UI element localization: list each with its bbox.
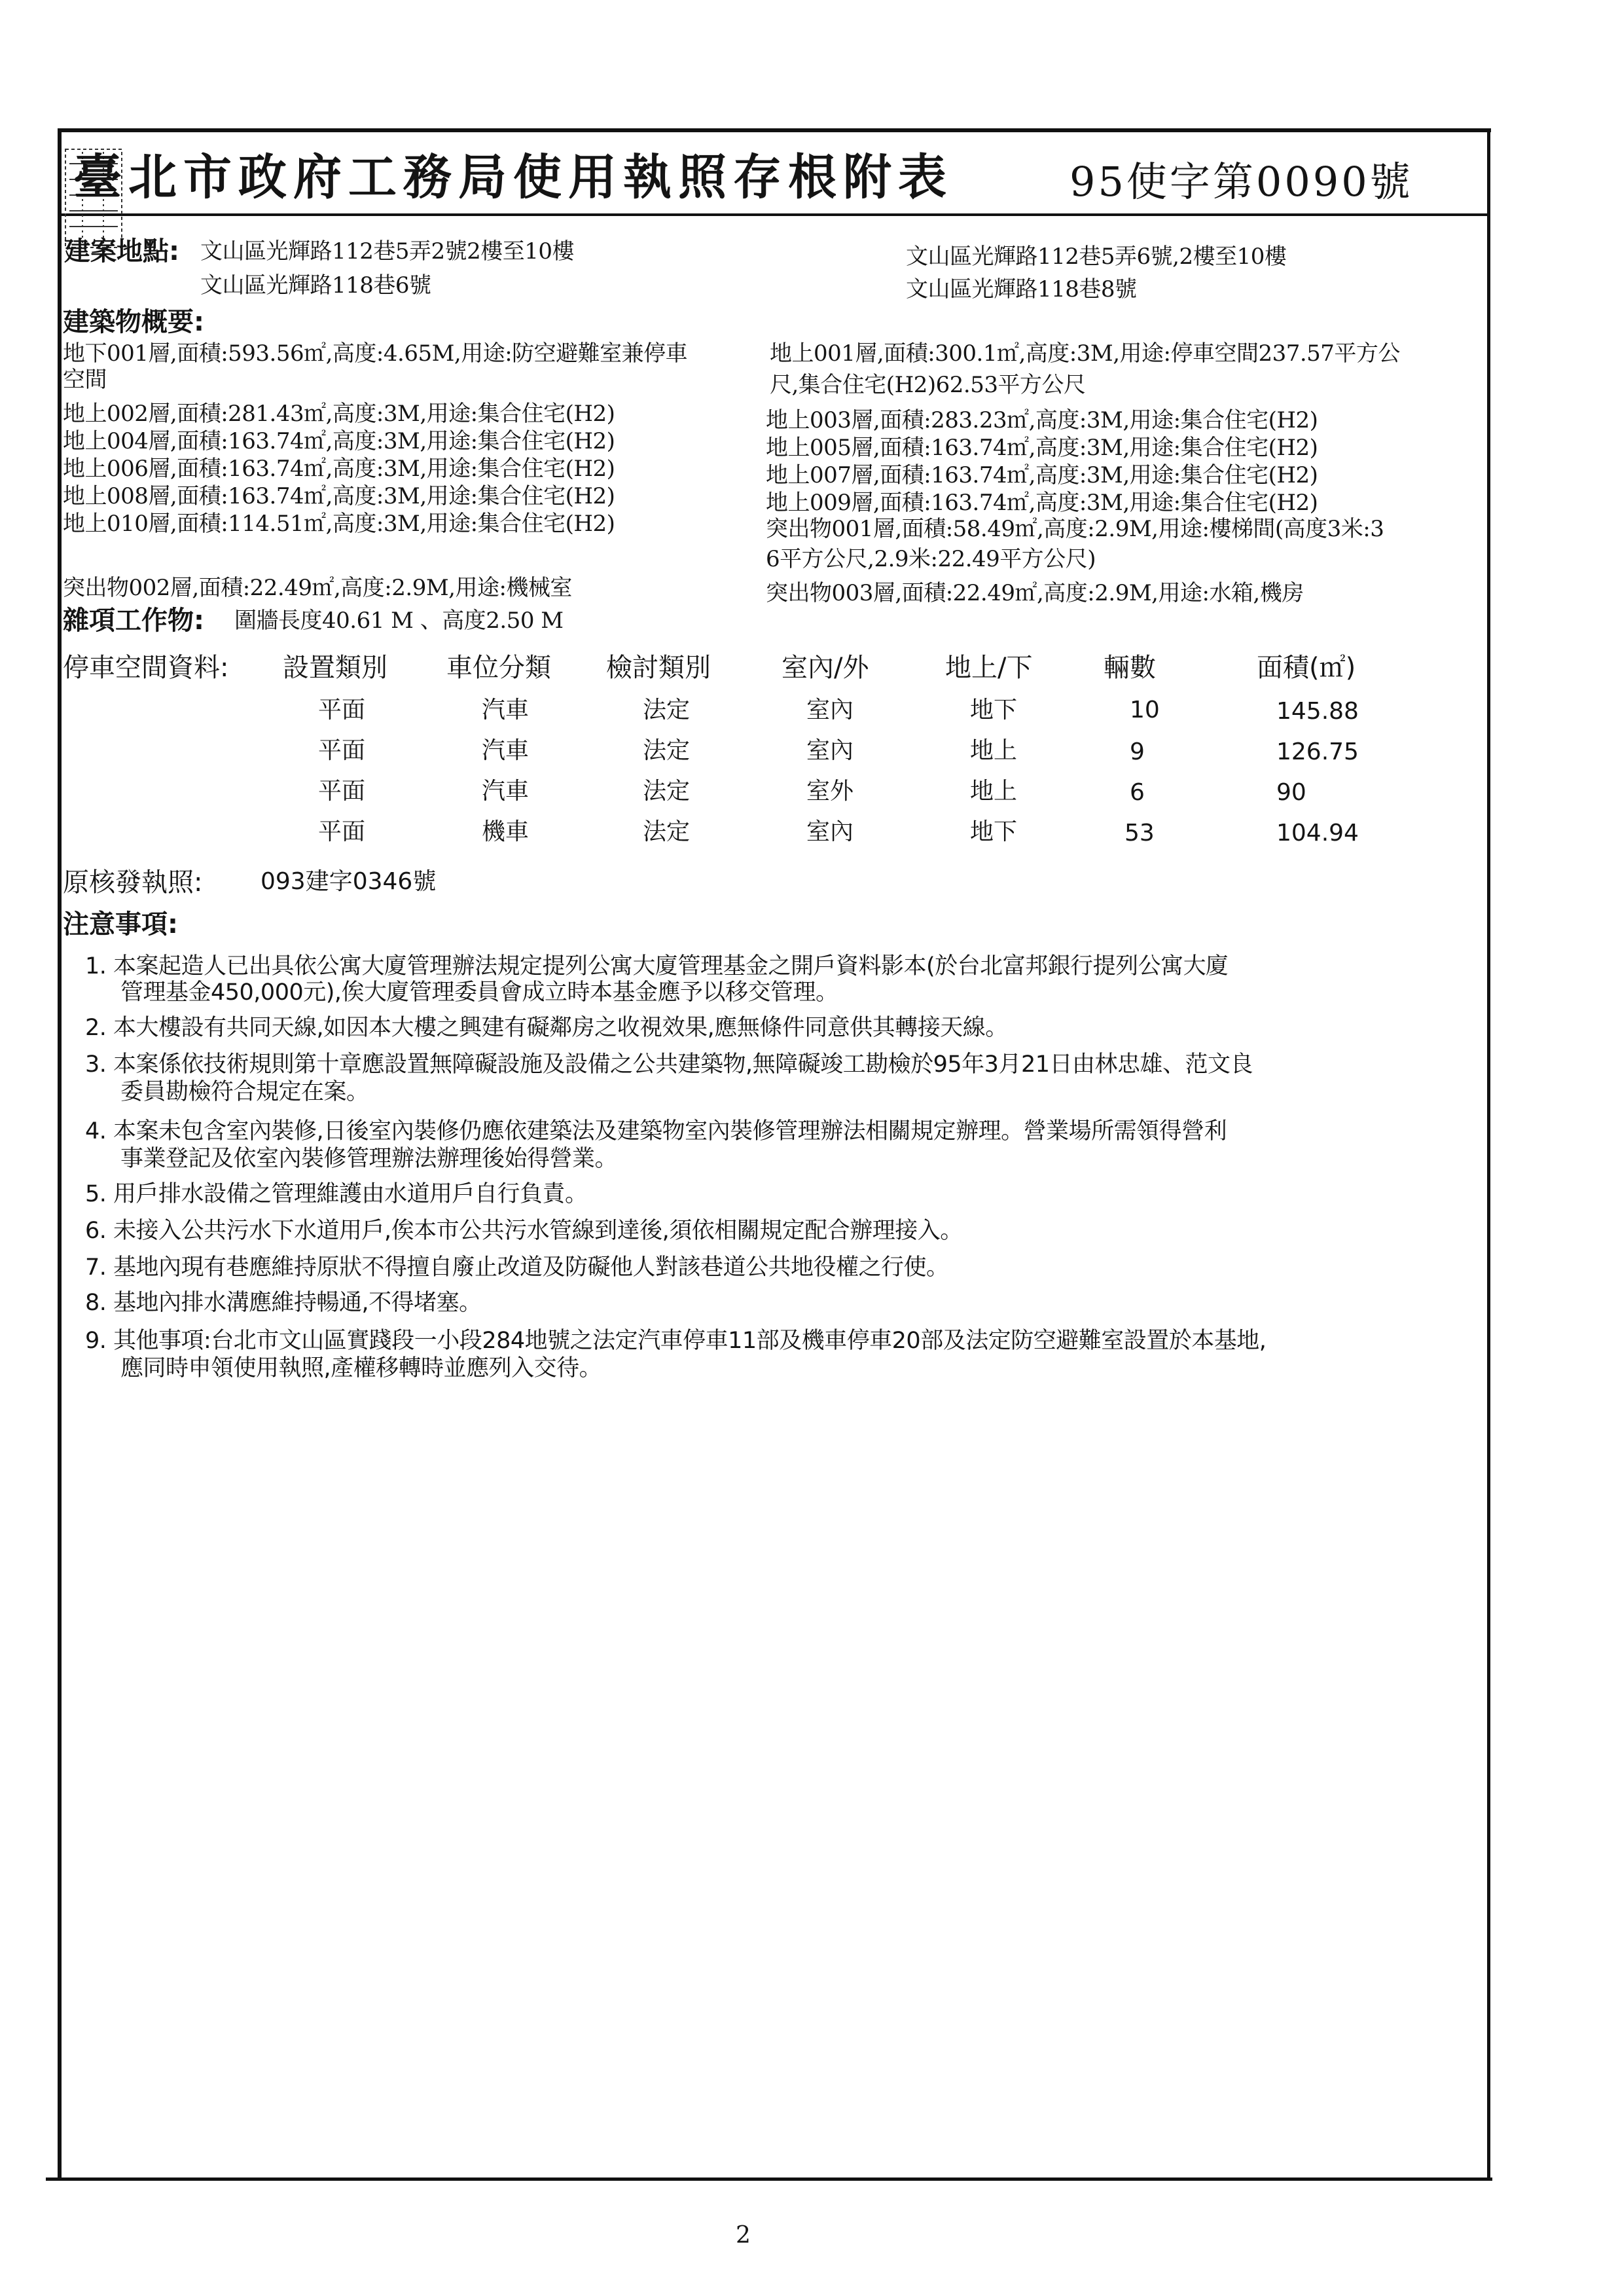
site-address-right-2: 文山區光輝路118巷8號 — [906, 276, 1137, 302]
floor-002: 地上002層,面積:281.43㎡,高度:3M,用途:集合住宅(H2) — [63, 401, 615, 427]
table-cell: 地下 — [970, 818, 1018, 845]
table-cell: 平面 — [318, 778, 366, 805]
floor-001-line-2: 尺,集合住宅(H2)62.53平方公尺 — [770, 372, 1086, 398]
note-7: 7. 基地內現有巷應維持原狀不得擅自廢止改道及防礙他人對該巷道公共地役權之行使。 — [85, 1254, 949, 1281]
note-4-line-2: 事業登記及依室內裝修管理辦法辦理後始得營業。 — [120, 1146, 618, 1172]
parking-header-level: 地上/下 — [945, 653, 1033, 683]
table-cell: 室內 — [806, 737, 854, 764]
misc-works-value: 圍牆長度40.61 M 、高度2.50 M — [234, 608, 564, 634]
floor-001-line-1: 地上001層,面積:300.1㎡,高度:3M,用途:停車空間237.57平方公 — [770, 340, 1400, 367]
note-1-line-2: 管理基金450,000元),俟大廈管理委員會成立時本基金應予以移交管理。 — [120, 979, 838, 1006]
frame-top-border — [58, 128, 1491, 132]
floor-010: 地上010層,面積:114.51㎡,高度:3M,用途:集合住宅(H2) — [63, 511, 615, 537]
table-cell: 平面 — [318, 737, 366, 764]
page-number: 2 — [736, 2222, 751, 2249]
parking-header-area: 面積(㎡) — [1257, 653, 1356, 683]
note-1-line-1: 1. 本案起造人已出具依公寓大廈管理辦法規定提列公寓大廈管理基金之開戶資料影本(於台北富邦銀行提列公寓大廈 — [85, 953, 1229, 979]
table-cell: 53 — [1124, 820, 1155, 847]
table-cell: 機車 — [482, 818, 530, 845]
frame-bottom-border — [46, 2178, 1492, 2181]
table-cell: 法定 — [643, 818, 691, 845]
site-address-right-1: 文山區光輝路112巷5弄6號,2樓至10樓 — [906, 244, 1287, 270]
table-cell: 室內 — [806, 697, 854, 723]
table-cell: 地上 — [970, 778, 1018, 805]
floor-004: 地上004層,面積:163.74㎡,高度:3M,用途:集合住宅(H2) — [63, 428, 615, 454]
parking-header-type: 設置類別 — [283, 653, 387, 683]
frame-right-border — [1487, 128, 1490, 2181]
basement-001-line-1: 地下001層,面積:593.56㎡,高度:4.65M,用途:防空避難室兼停車 — [63, 340, 688, 367]
original-license-label: 原核發執照: — [63, 867, 203, 898]
site-address-left-1: 文山區光輝路112巷5弄2號2樓至10樓 — [200, 238, 575, 264]
table-cell: 地下 — [970, 697, 1018, 723]
floor-006: 地上006層,面積:163.74㎡,高度:3M,用途:集合住宅(H2) — [63, 456, 615, 482]
table-cell: 汽車 — [482, 778, 530, 805]
table-cell: 地上 — [970, 737, 1018, 764]
site-address-left-2: 文山區光輝路118巷6號 — [200, 272, 431, 299]
table-cell: 汽車 — [482, 737, 530, 764]
floor-003: 地上003層,面積:283.23㎡,高度:3M,用途:集合住宅(H2) — [766, 407, 1318, 433]
table-cell: 平面 — [318, 818, 366, 845]
building-overview-label: 建築物概要: — [63, 307, 204, 337]
parking-header-review: 檢討類別 — [606, 653, 711, 683]
site-label: 建案地點: — [64, 236, 179, 266]
table-cell: 6 — [1130, 779, 1145, 806]
table-cell: 法定 — [643, 737, 691, 764]
table-cell: 室內 — [806, 818, 854, 845]
note-2: 2. 本大樓設有共同天線,如因本大樓之興建有礙鄰房之收視效果,應無條件同意供其轉接天線。 — [85, 1015, 1008, 1041]
table-cell: 室外 — [806, 778, 854, 805]
parking-label: 停車空間資料: — [63, 653, 229, 683]
frame-left-border — [58, 128, 62, 2181]
floor-009: 地上009層,面積:163.74㎡,高度:3M,用途:集合住宅(H2) — [766, 490, 1318, 516]
parking-header-vehicle: 車位分類 — [446, 653, 551, 683]
table-cell: 9 — [1130, 738, 1145, 765]
note-3-line-2: 委員勘檢符合規定在案。 — [120, 1079, 369, 1105]
table-cell: 平面 — [318, 697, 366, 723]
note-8: 8. 基地內排水溝應維持暢通,不得堵塞。 — [85, 1290, 482, 1316]
table-cell: 145.88 — [1276, 698, 1359, 725]
floor-007: 地上007層,面積:163.74㎡,高度:3M,用途:集合住宅(H2) — [766, 462, 1318, 488]
table-cell: 90 — [1276, 779, 1306, 806]
note-9-line-1: 9. 其他事項:台北市文山區實踐段一小段284地號之法定汽車停車11部及機車停車20部及法定防空避難室設置於本基地, — [85, 1328, 1267, 1354]
misc-works-label: 雜項工作物: — [63, 606, 204, 636]
table-cell: 法定 — [643, 778, 691, 805]
document-number: 95使字第0090號 — [1070, 158, 1413, 206]
rooftop-001-line-2: 6平方公尺,2.9米:22.49平方公尺) — [766, 546, 1096, 572]
note-4-line-1: 4. 本案未包含室內裝修,日後室內裝修仍應依建築法及建築物室內裝修管理辦法相關規定辦理。營業場所需領得營利 — [85, 1118, 1227, 1144]
floor-008: 地上008層,面積:163.74㎡,高度:3M,用途:集合住宅(H2) — [63, 483, 615, 509]
rooftop-001-line-1: 突出物001層,面積:58.49㎡,高度:2.9M,用途:樓梯間(高度3米:3 — [766, 516, 1384, 542]
table-cell: 104.94 — [1276, 820, 1359, 847]
note-6: 6. 未接入公共污水下水道用戶,俟本市公共污水管線到達後,須依相關規定配合辦理接入。 — [85, 1218, 963, 1244]
document-title: 臺北市政府工務局使用執照存根附表 — [73, 149, 953, 206]
title-divider — [62, 213, 1487, 216]
note-5: 5. 用戶排水設備之管理維護由水道用戶自行負責。 — [85, 1181, 588, 1207]
original-license-value: 093建字0346號 — [261, 868, 437, 895]
parking-header-indoor: 室內/外 — [782, 653, 869, 683]
basement-001-line-2: 空間 — [63, 367, 107, 393]
table-cell: 法定 — [643, 697, 691, 723]
parking-header-count: 輛數 — [1104, 653, 1156, 683]
table-cell: 126.75 — [1276, 738, 1359, 765]
note-3-line-1: 3. 本案係依技術規則第十章應設置無障礙設施及設備之公共建築物,無障礙竣工勘檢於95年3月21日由林忠雄、范文良 — [85, 1051, 1253, 1078]
rooftop-002: 突出物002層,面積:22.49㎡,高度:2.9M,用途:機械室 — [63, 575, 572, 601]
table-cell: 汽車 — [482, 697, 530, 723]
floor-005: 地上005層,面積:163.74㎡,高度:3M,用途:集合住宅(H2) — [766, 435, 1318, 461]
table-cell: 10 — [1130, 697, 1160, 723]
notes-label: 注意事項: — [63, 909, 178, 939]
note-9-line-2: 應同時申領使用執照,產權移轉時並應列入交待。 — [120, 1355, 602, 1381]
rooftop-003: 突出物003層,面積:22.49㎡,高度:2.9M,用途:水箱,機房 — [766, 580, 1304, 606]
